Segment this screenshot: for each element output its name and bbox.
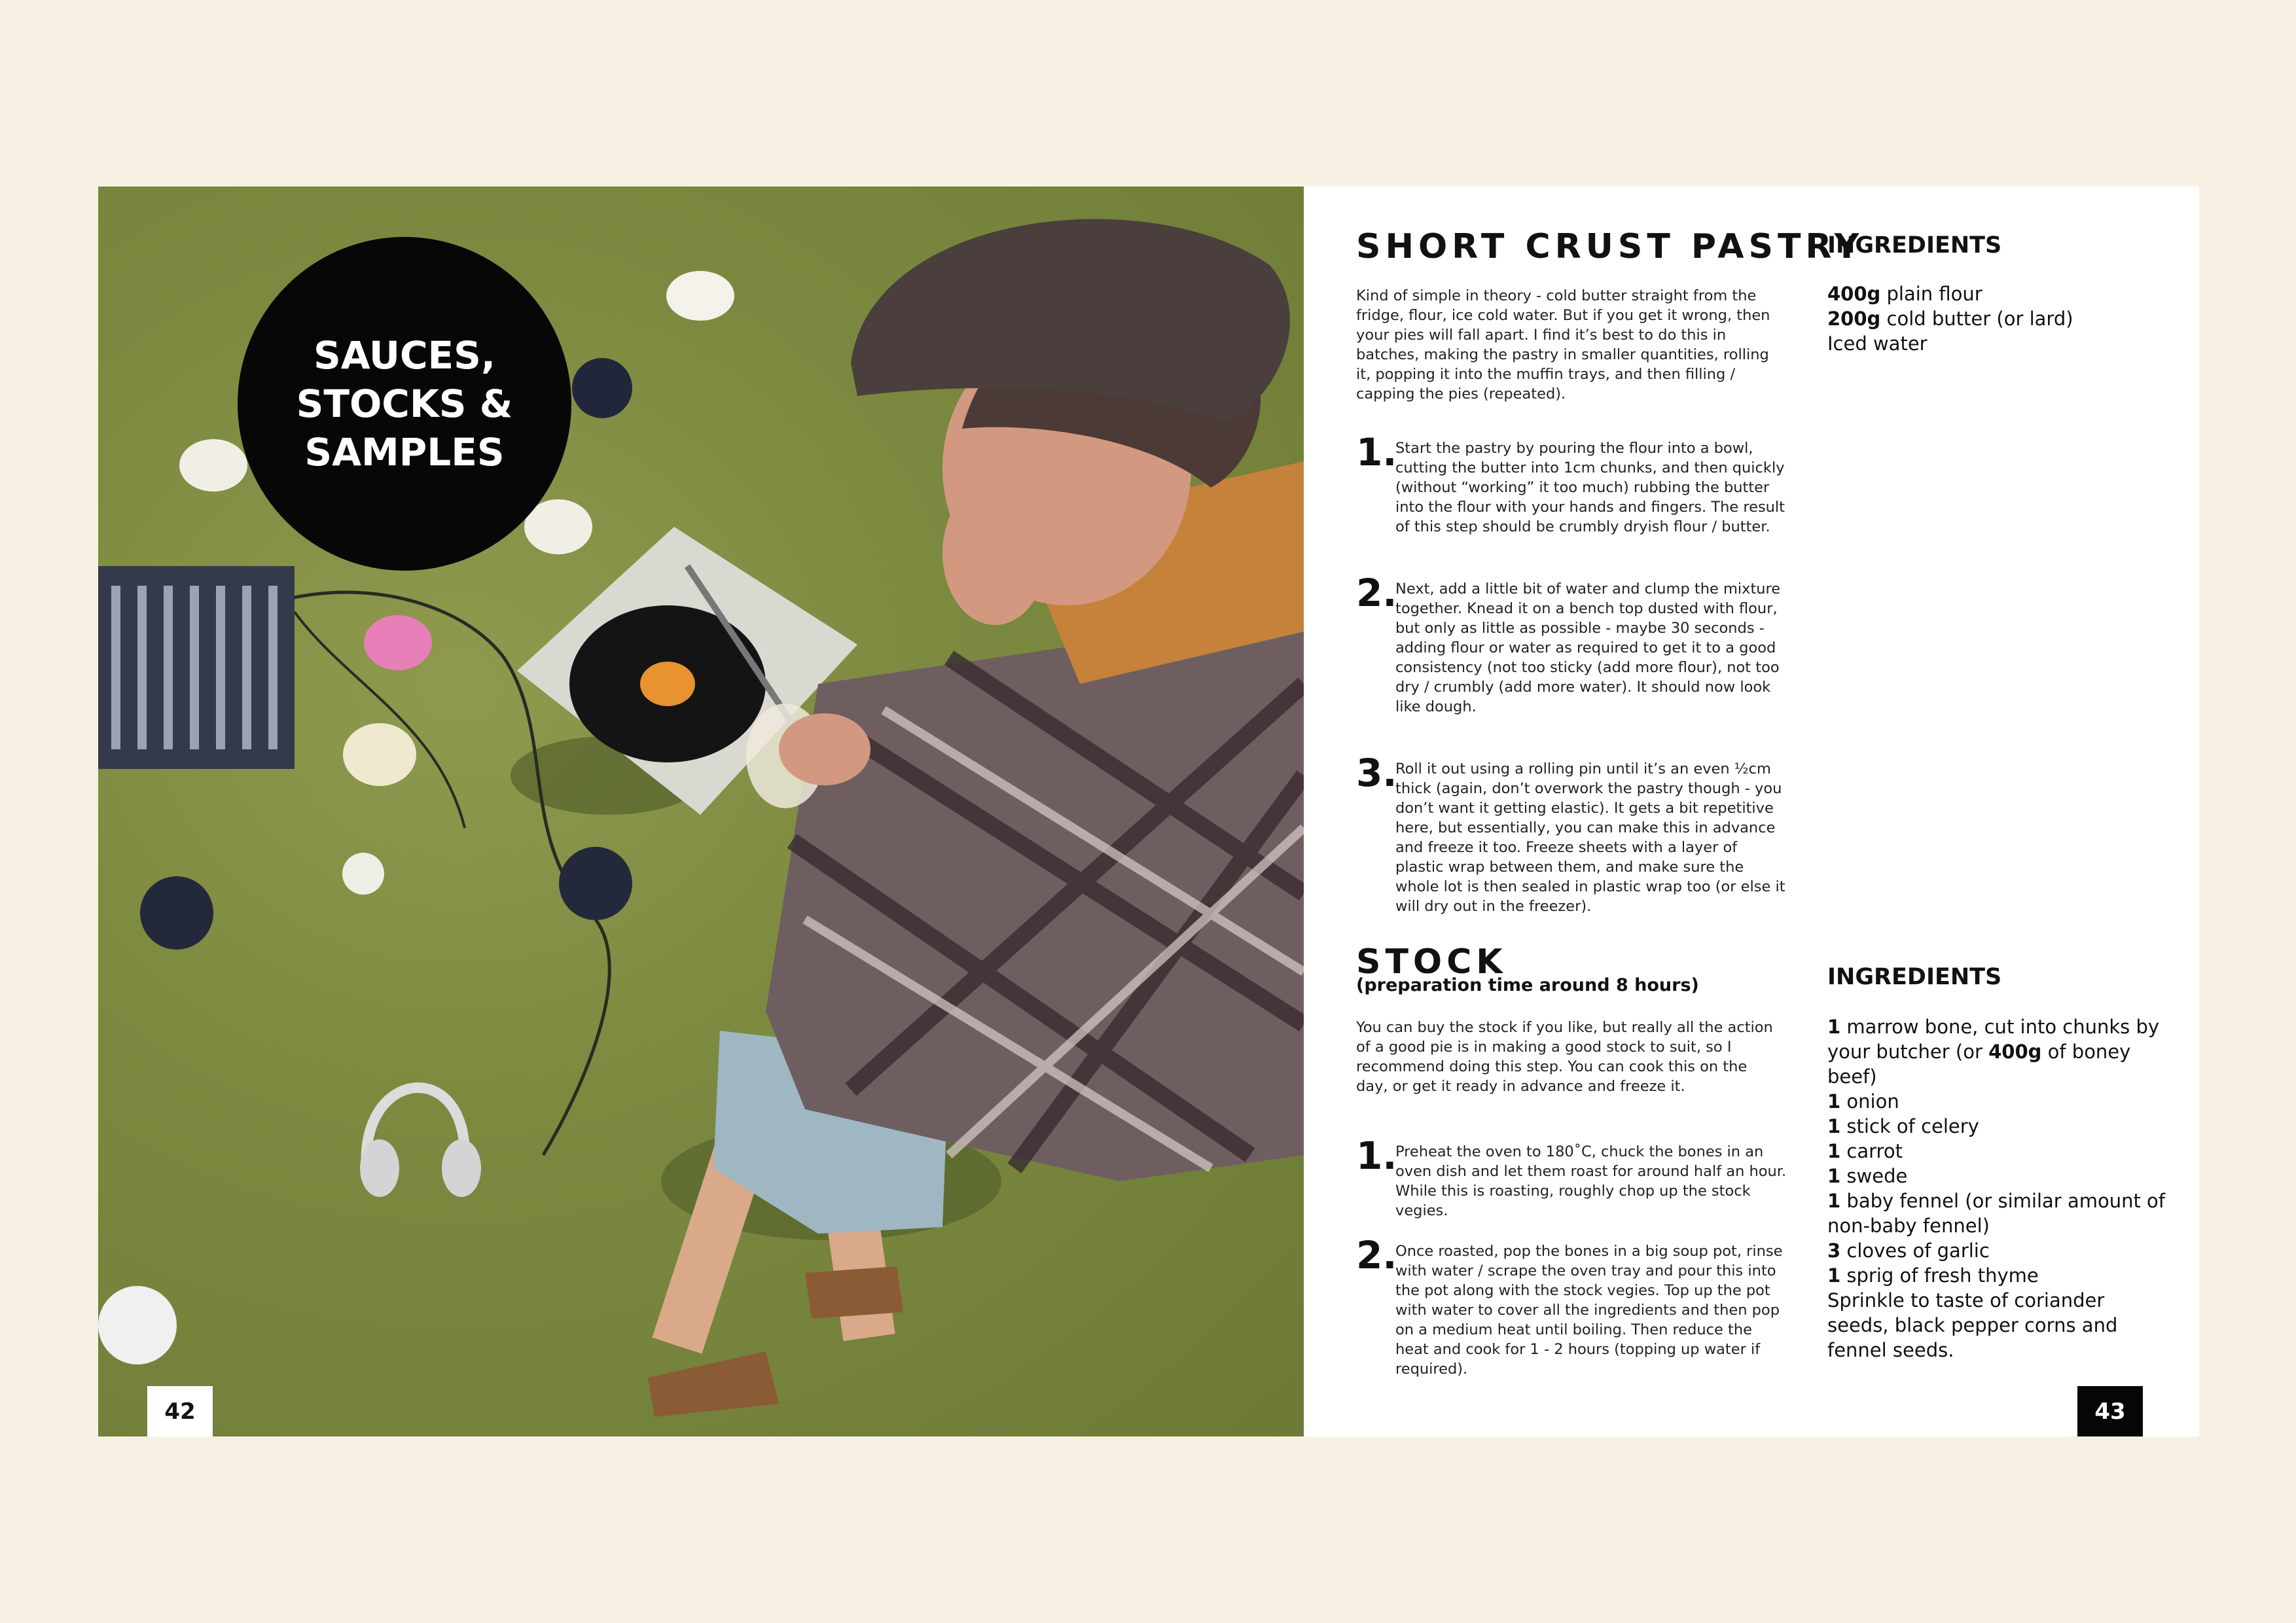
ingredient-item: 1 carrot bbox=[1827, 1140, 1903, 1162]
step-number: 3. bbox=[1356, 751, 1397, 795]
recipe-page bbox=[1304, 187, 2199, 1436]
stock-title: STOCK bbox=[1356, 942, 1507, 982]
stock-ingredients-list bbox=[1827, 1014, 2168, 1363]
ingredient-item: 1 stick of celery bbox=[1827, 1115, 1979, 1137]
ingredient-item: 1 sprig of fresh thyme bbox=[1827, 1264, 2039, 1287]
pastry-ingredients-title: INGREDIENTS bbox=[1827, 232, 2002, 259]
ingredient-item: Iced water bbox=[1827, 332, 1928, 355]
ingredient-item: 1 baby fennel (or similar amount of non-baby fennel) bbox=[1827, 1190, 2166, 1237]
ingredient-item: 1 marrow bone, cut into chunks by your butcher (or 400g of boney beef) bbox=[1827, 1016, 2160, 1088]
step-text: Next, add a little bit of water and clump the mixture together. Knead it on a bench top dusted with flour, but only as little as possible - maybe 30 seconds - adding flour or water as required to get it to a good consistency (not too sticky (add more flour), not too dry / crumbly (add more water). It should now look like dough. bbox=[1395, 580, 1781, 715]
ingredient-item: Sprinkle to taste of coriander seeds, black pepper corns and fennel seeds. bbox=[1827, 1289, 2118, 1361]
chapter-title-circle bbox=[238, 237, 571, 571]
step-number: 1. bbox=[1356, 430, 1397, 474]
stock-ingredients-title: INGREDIENTS bbox=[1827, 964, 2002, 990]
ingredient-item: 1 onion bbox=[1827, 1090, 1899, 1113]
step-number: 1. bbox=[1356, 1133, 1397, 1178]
page-number-left: 42 bbox=[147, 1386, 213, 1436]
chapter-title: SAUCES, STOCKS & SAMPLES bbox=[296, 333, 513, 474]
ingredient-item: 400g plain flour bbox=[1827, 283, 1982, 305]
pastry-title: SHORT CRUST PASTRY bbox=[1356, 227, 1864, 266]
photo-page bbox=[98, 187, 1304, 1436]
step-number: 2. bbox=[1356, 571, 1397, 615]
pastry-intro: Kind of simple in theory - cold butter straight from the fridge, flour, ice cold water. But if you get it wrong, then your pies will fall apart. I find it’s best to do this in batches, making the pastry in smaller quantities, rolling it, popping it into the muffin trays, and then filling / capping the pies (repeated). bbox=[1356, 287, 1770, 402]
step-text: Preheat the oven to 180˚C, chuck the bones in an oven dish and let them roast for around half an hour. While this is roasting, roughly chop up the stock vegies. bbox=[1395, 1143, 1787, 1219]
ingredient-item: 1 swede bbox=[1827, 1165, 1908, 1187]
step-text: Once roasted, pop the bones in a big soup pot, rinse with water / scrape the oven tray and pour this into the pot along with the stock vegies. Top up the pot with water to cover all the ingredients and then pop on a medium heat until boiling. Then reduce the heat and cook for 1 - 2 hours (topping up water if required). bbox=[1395, 1243, 1783, 1378]
stock-intro: You can buy the stock if you like, but really all the action of a good pie is in making a good stock to suit, so I recommend doing this step. You can cook this on the day, or get it ready in advance and freeze it. bbox=[1356, 1019, 1773, 1095]
ingredient-item: 200g cold butter (or lard) bbox=[1827, 308, 2073, 330]
step-text: Roll it out using a rolling pin until it’s an even ½cm thick (again, don’t overwork the pastry though - you don’t want it getting elastic). It gets a bit repetitive here, but essentially, you can make this in advance and freeze it too. Freeze sheets with a layer of plastic wrap between them, and make sure the whole lot is then sealed in plastic wrap too (or else it will dry out in the freezer). bbox=[1395, 760, 1785, 915]
step-number: 2. bbox=[1356, 1233, 1397, 1277]
ingredient-item: 3 cloves of garlic bbox=[1827, 1240, 1990, 1262]
pastry-ingredients-list bbox=[1827, 281, 2168, 356]
page-number-right: 43 bbox=[2077, 1386, 2143, 1436]
book-spread bbox=[98, 187, 2199, 1436]
stock-subtitle: (preparation time around 8 hours) bbox=[1356, 975, 1699, 995]
step-text: Start the pastry by pouring the flour into a bowl, cutting the butter into 1cm chunks, and then quickly (without “working” it too much) rubbing the butter into the flour with your hands and fingers. The result of this step should be crumbly dryish flour / butter. bbox=[1395, 440, 1785, 535]
